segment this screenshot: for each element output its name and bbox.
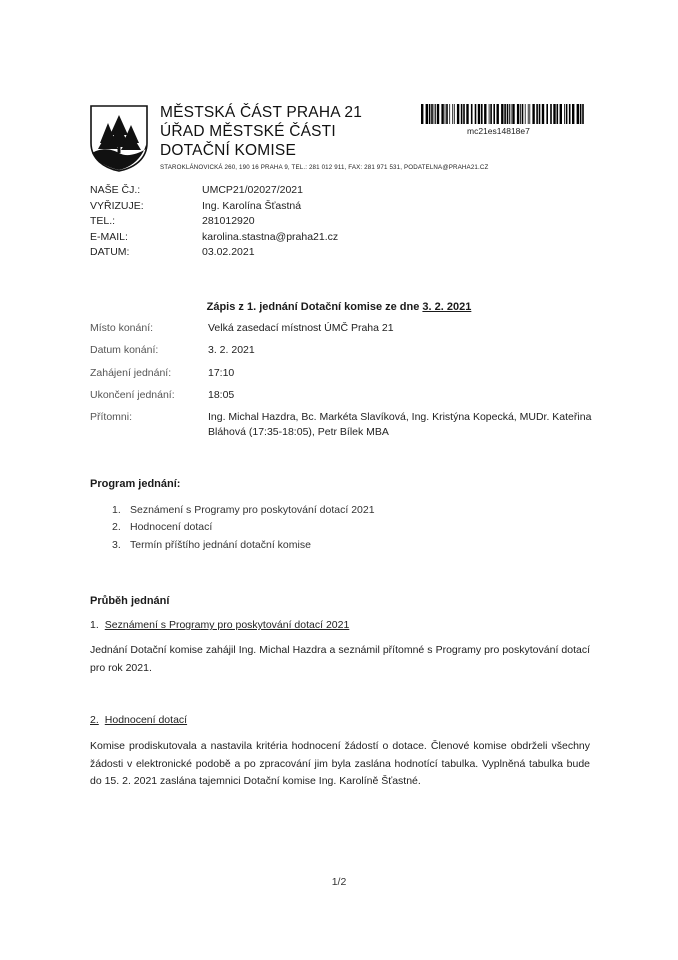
list-item bbox=[112, 519, 375, 536]
info-row-end bbox=[90, 388, 608, 410]
phone-row bbox=[90, 214, 338, 230]
barcode bbox=[421, 104, 585, 124]
info-row-place bbox=[90, 321, 608, 343]
reference-block bbox=[90, 183, 338, 261]
proceedings-heading: Průběh jednání bbox=[90, 595, 170, 607]
info-value: Ing. Michal Hazdra, Bc. Markéta Slavíková, Ing. Kristýna Kopecká, MUDr. Kateřina Bláhová (17:35-18:05), Petr Bílek MBA bbox=[208, 411, 592, 439]
meeting-info bbox=[90, 321, 608, 440]
info-value: 18:05 bbox=[208, 388, 235, 401]
item-text: Seznámení s Programy pro poskytování dotací 2021 bbox=[130, 504, 375, 516]
section-2-title bbox=[90, 714, 187, 726]
org-name: MĚSTSKÁ ČÁST PRAHA 21 bbox=[160, 104, 363, 121]
section-title-text: Hodnocení dotací bbox=[104, 714, 188, 726]
date-value: 03.02.2021 bbox=[202, 246, 255, 258]
item-text: Hodnocení dotací bbox=[130, 521, 213, 534]
email-row bbox=[90, 230, 338, 246]
barcode-text: mc21es14818e7 bbox=[467, 126, 530, 136]
item-number: 1. bbox=[112, 504, 121, 516]
section-2-text: Komise prodiskutovala a nastavila kritéria hodnocení žádostí o dotace. Členové komise obdrželi všechny žádosti v elektronické podobě a po zpracování jim byla zaslána hodnotící tabulka. Vyplněná tabulka bude do 15. 2. 2021 zaslána tajemnici Dotační komise Ing. Karolíně Šťastné. bbox=[90, 740, 590, 787]
info-label: Zahájení jednání: bbox=[90, 366, 172, 379]
list-item bbox=[112, 537, 375, 554]
document-title bbox=[0, 301, 678, 313]
ref-value: UMCP21/02027/2021 bbox=[202, 184, 303, 196]
info-row-attendees bbox=[90, 410, 608, 440]
info-value: Velká zasedací místnost ÚMČ Praha 21 bbox=[208, 322, 394, 334]
page-number: 1/2 bbox=[331, 876, 347, 888]
info-value: 3. 2. 2021 bbox=[208, 344, 255, 357]
info-label: Místo konání: bbox=[90, 322, 154, 334]
phone-value: 281012920 bbox=[202, 215, 255, 227]
commission-name: DOTAČNÍ KOMISE bbox=[160, 142, 296, 159]
handler-label: VYŘIZUJE: bbox=[90, 199, 144, 212]
handler-row bbox=[90, 199, 338, 215]
office-name: ÚŘAD MĚSTSKÉ ČÁSTI bbox=[160, 123, 336, 140]
info-row-start bbox=[90, 366, 608, 388]
title-date: 3. 2. 2021 bbox=[422, 301, 472, 313]
address-line: STAROKLÁNOVICKÁ 260, 190 16 PRAHA 9, TEL.: 281 012 911, FAX: 281 971 531, PODATELNA@PRAHA21.CZ bbox=[160, 164, 489, 171]
info-row-date bbox=[90, 343, 608, 365]
section-number: 1. bbox=[90, 619, 99, 631]
list-item bbox=[112, 502, 375, 519]
program-heading: Program jednání: bbox=[90, 478, 181, 490]
item-text: Termín příštího jednání dotační komise bbox=[130, 538, 311, 551]
info-label: Datum konání: bbox=[90, 344, 159, 357]
section-1-title bbox=[90, 619, 349, 631]
item-number: 2. bbox=[112, 521, 121, 534]
email-label: E-MAIL: bbox=[90, 230, 128, 243]
section-title-text: Seznámení s Programy pro poskytování dotací 2021 bbox=[104, 619, 350, 631]
section-number: 2. bbox=[90, 714, 99, 726]
section-1-text: Jednání Dotační komise zahájil Ing. Michal Hazdra a seznámil přítomné s Programy pro poskytování dotací pro rok 2021. bbox=[90, 644, 590, 674]
date-row bbox=[90, 245, 338, 261]
coat-of-arms-trees-icon bbox=[88, 103, 150, 173]
program-list bbox=[112, 502, 375, 554]
date-label: DATUM: bbox=[90, 246, 130, 258]
phone-label: TEL.: bbox=[90, 215, 116, 227]
info-label: Přítomni: bbox=[90, 411, 133, 424]
email-value: karolina.stastna@praha21.cz bbox=[202, 230, 339, 243]
title-prefix: Zápis z 1. jednání Dotační komise ze dne bbox=[206, 301, 420, 313]
info-label: Ukončení jednání: bbox=[90, 388, 175, 401]
info-value: 17:10 bbox=[208, 366, 235, 379]
item-number: 3. bbox=[112, 538, 121, 551]
ref-row bbox=[90, 183, 338, 199]
ref-label: NAŠE ČJ.: bbox=[90, 184, 141, 196]
handler-value: Ing. Karolína Šťastná bbox=[202, 199, 302, 212]
